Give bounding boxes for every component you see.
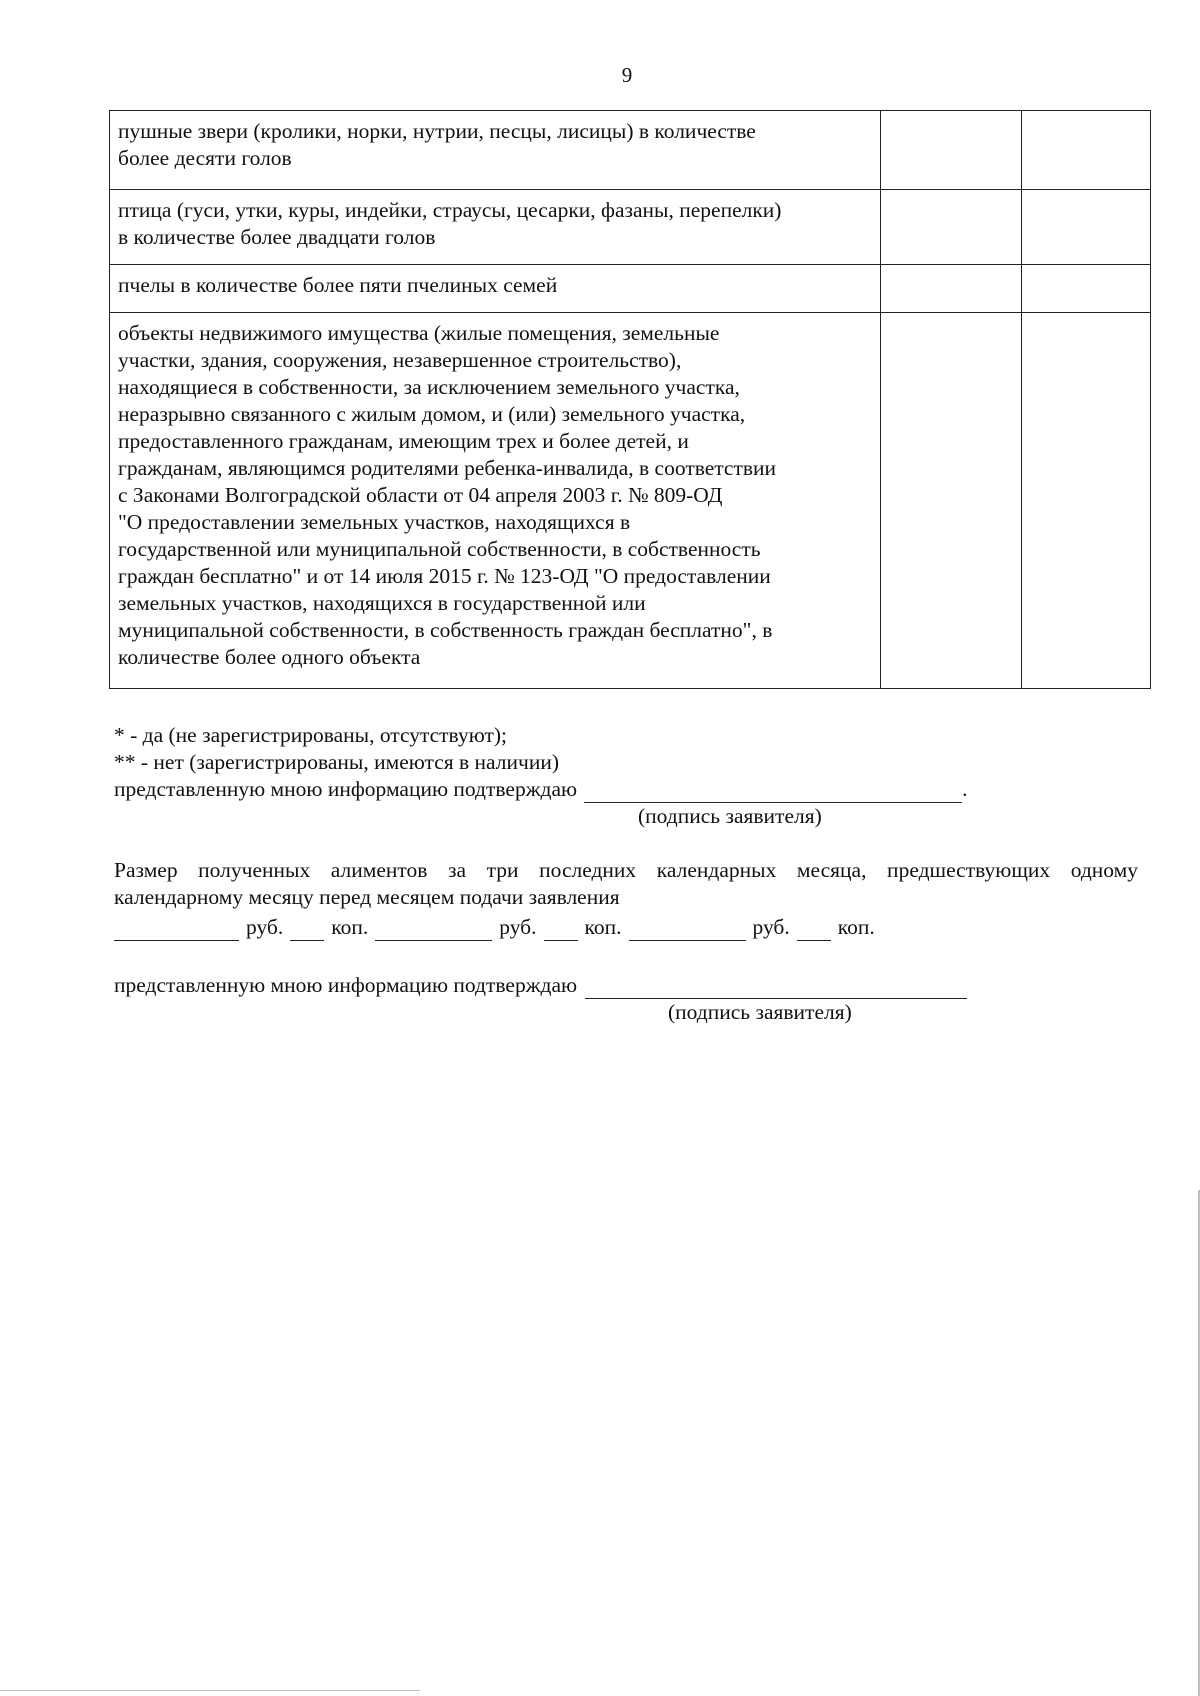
criterion-label-cell	[110, 313, 881, 689]
confirmation-row-2	[114, 972, 1144, 999]
table-row	[110, 111, 1151, 190]
yes-mark-cell[interactable]	[881, 265, 1022, 313]
rub-label: руб.	[499, 915, 537, 939]
criterion-label: объекты недвижимого имущества (жилые помещения, земельные участки, здания, сооружения, незавершенное строительство), находящиеся в собственности, за исключением земельного участка, неразрывно связанного с жилым домом, и (или) земельного участка, предоставленного гражданам, имеющим трех и более детей, и гражданам, являющимся родителями ребенка-инвалида, в соответствии с Законами Волгоградской области от 04 апреля 2003 г. № 809-ОД "О предоставлении земельных участков, находящихся в государственной или муниципальной собственности, в собственность граждан бесплатно" и от 14 июля 2015 г. № 123-ОД "О предоставлении земельных участков, находящихся в государственной или муниципальной собственности, в собственность граждан бесплатно", в количестве более одного объекта	[118, 321, 777, 669]
alimony-text-line-1: Размер полученных алиментов за три последних календарных месяца, предшествующих одному	[114, 858, 1138, 882]
no-mark-cell[interactable]	[1022, 190, 1151, 265]
rub-label: руб.	[752, 915, 790, 939]
no-mark-cell[interactable]	[1022, 111, 1151, 190]
yes-mark-cell[interactable]	[881, 313, 1022, 689]
no-mark-cell[interactable]	[1022, 313, 1151, 689]
kop-label: коп.	[584, 915, 622, 939]
month3-rub-field[interactable]	[629, 918, 746, 941]
footnote-no: ** - нет (зарегистрированы, имеются в наличии)	[114, 750, 559, 774]
second-confirmation	[114, 972, 1144, 1026]
kop-label: коп.	[837, 915, 875, 939]
alimony-amounts-row	[114, 911, 1138, 941]
alimony-text-line-2: календарному месяцу перед месяцем подачи заявления	[114, 885, 620, 909]
scan-bottom-mark	[0, 1690, 420, 1691]
rub-label: руб.	[246, 915, 284, 939]
signature-field[interactable]	[584, 780, 962, 803]
month1-kop-field[interactable]	[290, 918, 324, 941]
month2-kop-field[interactable]	[544, 918, 578, 941]
kop-label: коп.	[331, 915, 369, 939]
criterion-label-cell	[110, 265, 881, 313]
property-criteria-table	[109, 110, 1151, 689]
table-row	[110, 313, 1151, 689]
yes-mark-cell[interactable]	[881, 190, 1022, 265]
criterion-label-cell	[110, 111, 881, 190]
confirmation-label: представленную мною информацию подтверждаю	[114, 777, 578, 801]
confirmation-period: .	[962, 777, 968, 801]
signature-field-2[interactable]	[585, 976, 967, 999]
month2-rub-field[interactable]	[375, 918, 492, 941]
month3-kop-field[interactable]	[797, 918, 831, 941]
page-number: 9	[621, 63, 633, 87]
signature-hint-2: (подпись заявителя)	[668, 1000, 852, 1024]
no-mark-cell[interactable]	[1022, 265, 1151, 313]
confirmation-label-2: представленную мною информацию подтверждаю	[114, 973, 578, 997]
criterion-label: пушные звери (кролики, норки, нутрии, песцы, лисицы) в количестве более десяти голов	[118, 119, 756, 170]
month1-rub-field[interactable]	[114, 918, 239, 941]
alimony-section	[114, 857, 1138, 941]
signature-hint: (подпись заявителя)	[638, 804, 822, 828]
criterion-label-cell	[110, 190, 881, 265]
criterion-label: пчелы в количестве более пяти пчелиных семей	[118, 273, 558, 297]
table-row	[110, 265, 1151, 313]
table-row	[110, 190, 1151, 265]
footnote-yes: * - да (не зарегистрированы, отсутствуют);	[114, 723, 508, 747]
criterion-label: птица (гуси, утки, куры, индейки, страусы, цесарки, фазаны, перепелки) в количестве более двадцати голов	[118, 198, 782, 249]
yes-mark-cell[interactable]	[881, 111, 1022, 190]
footnotes	[114, 722, 1144, 830]
confirmation-row	[114, 776, 1144, 803]
